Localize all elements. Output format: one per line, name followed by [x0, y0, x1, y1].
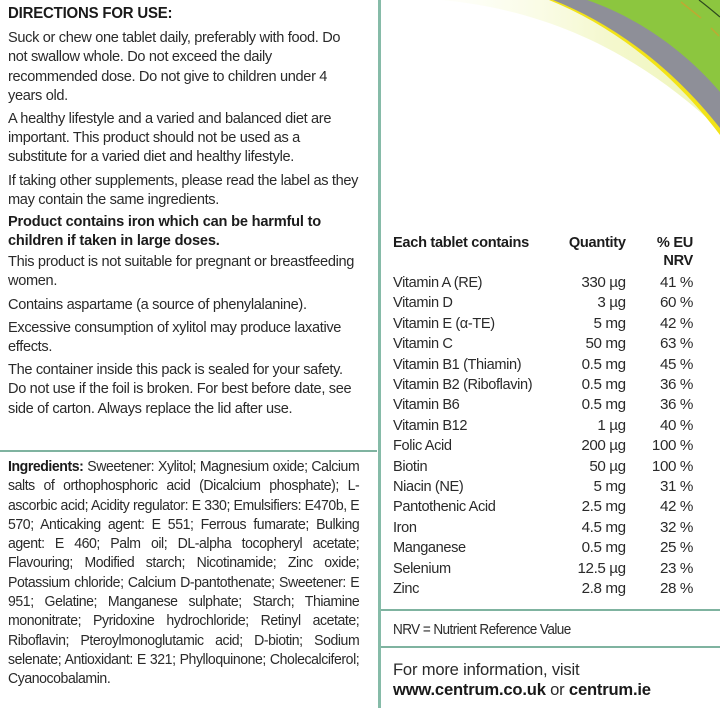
table-row	[393, 355, 693, 375]
table-row	[393, 518, 693, 538]
nutrient-name: Iron	[393, 518, 417, 536]
lifestyle-paragraph: A healthy lifestyle and a varied and balanced diet are important. This product should not be used as a substitute for a varied diet and healthy lifestyle.	[8, 110, 332, 166]
nutrient-name: Niacin (NE)	[393, 478, 464, 496]
nutrient-quantity: 0.5 mg	[581, 539, 626, 557]
nutrition-table	[393, 234, 693, 600]
table-row	[393, 497, 693, 517]
nutrient-nrv: 32 %	[659, 518, 693, 536]
nutrient-name: Folic Acid	[393, 437, 452, 455]
pregnancy-warning: This product is not suitable for pregnant or breastfeeding women.	[8, 253, 355, 290]
table-row	[393, 477, 693, 497]
nutrient-nrv: 40 %	[659, 416, 693, 434]
nutrient-name: Zinc	[393, 580, 420, 598]
nutrient-quantity: 50 µg	[589, 457, 626, 475]
table-row	[393, 559, 693, 579]
directions-paragraph: Suck or chew one tablet daily, preferably with food. Do not swallow whole. Do not exceed the daily recommended dose. Do not give to children under 4 years old.	[8, 29, 341, 104]
nutrient-name: Vitamin B6	[393, 396, 460, 414]
footnote-divider	[381, 646, 720, 648]
nutrient-nrv: 36 %	[659, 376, 693, 394]
nutrient-name: Vitamin B12	[393, 416, 468, 434]
more-info-section	[393, 660, 651, 700]
section-divider	[0, 450, 377, 452]
nutrient-name: Vitamin C	[393, 335, 453, 353]
ingredients-label: Ingredients:	[8, 459, 84, 475]
table-row	[393, 579, 693, 599]
nutrient-nrv: 63 %	[659, 335, 693, 353]
table-row	[393, 273, 693, 293]
header-nrv-line2: NRV	[663, 253, 693, 269]
nutrient-quantity: 2.8 mg	[581, 580, 626, 598]
nutrient-nrv: 28 %	[659, 580, 693, 598]
nrv-footnote: NRV = Nutrient Reference Value	[393, 622, 571, 638]
nutrient-name: Vitamin E (α-TE)	[393, 314, 495, 332]
nutrient-quantity: 0.5 mg	[581, 355, 626, 373]
centrum-uk-link[interactable]: www.centrum.co.uk	[393, 680, 546, 699]
nutrient-nrv: 25 %	[659, 539, 693, 557]
nutrient-quantity: 330 µg	[581, 274, 626, 291]
nutrient-nrv: 23 %	[659, 559, 693, 577]
directions-heading: DIRECTIONS FOR USE:	[8, 5, 173, 22]
nutrient-nrv: 60 %	[659, 294, 693, 312]
iron-warning: Product contains iron which can be harmful to children if taken in large doses.	[8, 213, 321, 249]
more-info-text: For more information, visit	[393, 660, 580, 679]
link-joiner: or	[545, 680, 569, 699]
nutrient-nrv: 100 %	[651, 437, 693, 455]
nutrient-nrv: 45 %	[659, 355, 693, 373]
nutrient-name: Vitamin B1 (Thiamin)	[393, 355, 522, 373]
nutrient-quantity: 4.5 mg	[581, 518, 626, 536]
nutrient-nrv: 36 %	[659, 396, 693, 414]
nutrient-name: Vitamin A (RE)	[393, 274, 483, 291]
header-quantity: Quantity	[568, 235, 626, 251]
centrum-ie-link[interactable]: centrum.ie	[568, 680, 651, 699]
nutrient-name: Manganese	[393, 539, 466, 557]
nutrient-quantity: 12.5 µg	[577, 559, 626, 577]
nutrient-quantity: 0.5 mg	[581, 396, 626, 414]
nutrient-nrv: 42 %	[659, 498, 693, 516]
nutrient-nrv: 31 %	[659, 478, 693, 496]
nutrient-name: Vitamin B2 (Riboflavin)	[393, 376, 533, 394]
nutrient-quantity: 5 mg	[593, 478, 626, 496]
nutrient-quantity: 200 µg	[581, 437, 626, 455]
table-row	[393, 538, 693, 558]
header-each-tablet: Each tablet contains	[393, 235, 529, 251]
nutrient-quantity: 5 mg	[593, 314, 626, 332]
nutrient-quantity: 1 µg	[597, 416, 626, 434]
more-info-links	[393, 680, 651, 700]
table-row	[393, 457, 693, 477]
brand-swoosh-graphic	[381, 0, 720, 140]
nutrient-nrv: 100 %	[651, 457, 693, 475]
table-bottom-divider	[381, 609, 720, 611]
table-row	[393, 293, 693, 313]
header-nrv	[626, 234, 693, 270]
ingredients-section	[8, 458, 359, 690]
table-row	[393, 436, 693, 456]
nutrient-quantity: 2.5 mg	[581, 498, 626, 516]
supplements-paragraph: If taking other supplements, please read the label as they may contain the same ingredients.	[8, 171, 359, 208]
table-row	[393, 334, 693, 354]
table-row	[393, 314, 693, 334]
container-safety-paragraph: The container inside this pack is sealed for your safety. Do not use if the foil is broken. For best before date, see side of carton. Always replace the lid after use.	[8, 361, 352, 417]
nutrient-quantity: 50 mg	[585, 335, 626, 353]
table-row	[393, 395, 693, 415]
nutrition-table-header	[393, 234, 693, 270]
nutrient-name: Selenium	[393, 559, 451, 577]
ingredients-text: Sweetener: Xylitol; Magnesium oxide; Calcium salts of orthophosphoric acid (Dicalcium phosphate); L-ascorbic acid; Acidity regulator: E 330; Emulsifiers: E470b, E 570; Anticaking agent: E 551; Ferrous fumarate; Bulking agent: E 460; Palm oil; DL-alpha tocopheryl acetate; Flavouring; Modified starch; Nicotinamide; Zinc oxide; Potassium chloride; Calcium D-pantothenate; Sweetener: E 951; Gelatine; Manganese sulphate; Starch; Thiamine mononitrate; Pyridoxine hydrochloride; Retinyl acetate; Riboflavin; Pteroylmonoglutamic acid; D-biotin; Sodium selenate; Antioxidant: E 321; Phylloquinone; Cholecalciferol; Cyanocobalamin.	[8, 459, 360, 688]
nutrient-quantity: 0.5 mg	[581, 376, 626, 394]
nutrient-nrv: 42 %	[659, 314, 693, 332]
nutrient-nrv: 41 %	[659, 274, 693, 291]
right-column	[381, 0, 720, 708]
table-row	[393, 375, 693, 395]
nutrient-name: Biotin	[393, 457, 428, 475]
nutrient-name: Vitamin D	[393, 294, 453, 312]
nutrient-quantity: 3 µg	[597, 294, 626, 312]
directions-section	[8, 4, 358, 422]
xylitol-warning: Excessive consumption of xylitol may produce laxative effects.	[8, 318, 342, 356]
aspartame-warning: Contains aspartame (a source of phenylalanine).	[8, 295, 307, 313]
header-nrv-line1: % EU	[656, 235, 693, 251]
table-row	[393, 416, 693, 436]
nutrient-name: Pantothenic Acid	[393, 498, 496, 516]
